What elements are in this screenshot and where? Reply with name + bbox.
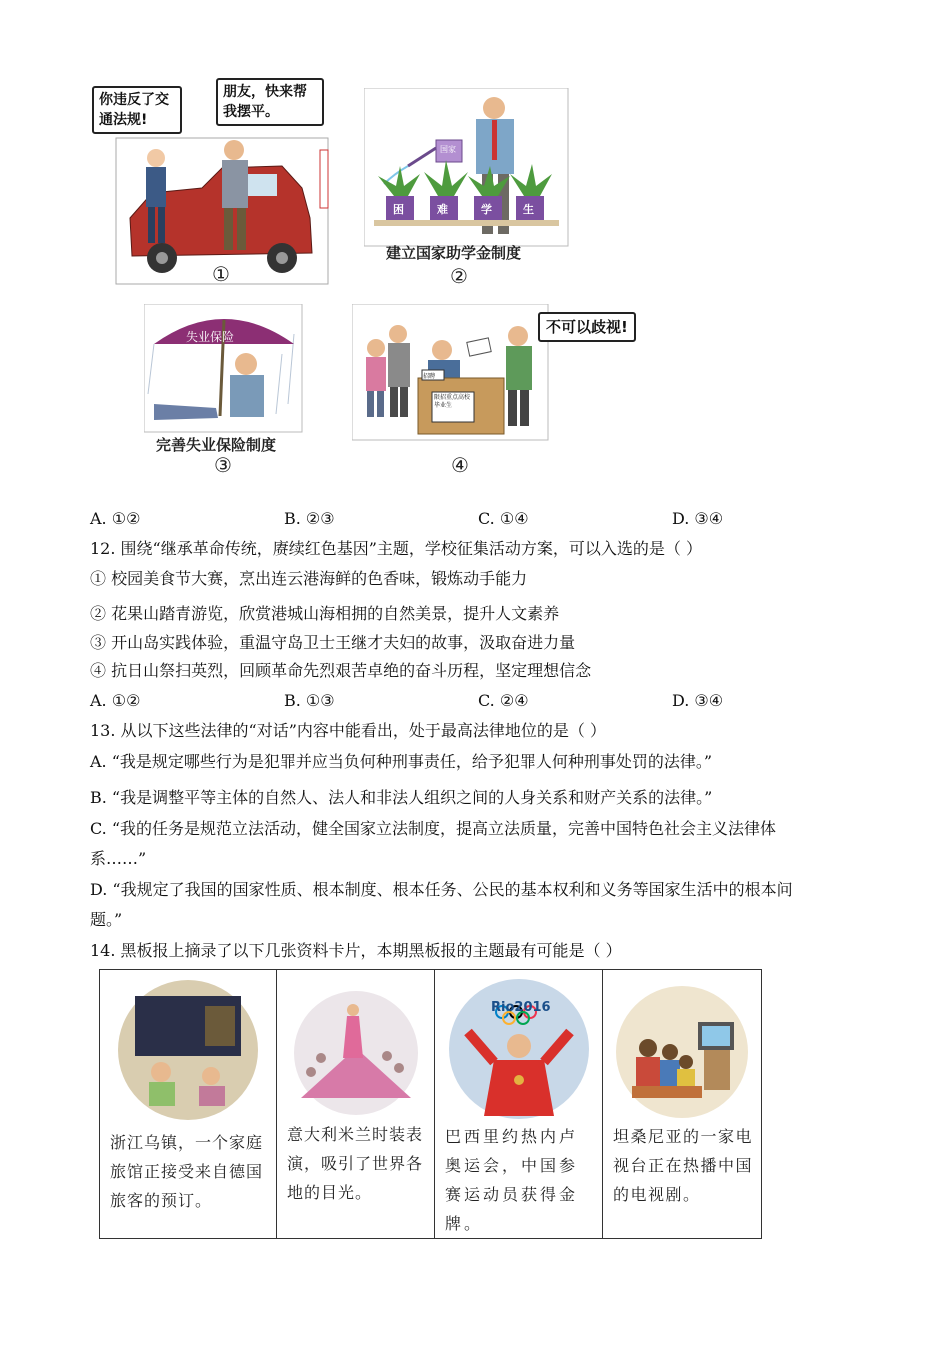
speech-bubble-driver: 朋友，快来帮我摆平。 <box>216 78 324 126</box>
rio-2016-logo: Rio2016 <box>491 1000 551 1015</box>
card-milan <box>277 970 435 1239</box>
card-rio-text: 巴西里约热内卢奥运会，中国参赛运动员获得金牌。 <box>445 1127 579 1233</box>
fashion-show-image <box>291 988 421 1118</box>
speech-bubble-no-discrimination: 不可以歧视! <box>538 312 636 342</box>
q12-item-2: ② 花果山踏青游览，欣赏港城山海相拥的自然美景，提升人文素养 <box>90 604 560 623</box>
q12-item-3: ③ 开山岛实践体验，重温守岛卫士王继才夫妇的故事，汲取奋进力量 <box>90 633 576 652</box>
q13-option-b[interactable]: B. “我是调整平等主体的自然人、法人和非法人组织之间的人身关系和财产关系的法律。” <box>90 788 713 807</box>
card-tanzania-text: 坦桑尼亚的一家电视台正在热播中国的电视剧。 <box>613 1127 754 1204</box>
q12-option-a[interactable]: A. ①② <box>90 691 141 710</box>
desk-notice: 限招重点高校毕业生 <box>434 394 471 409</box>
q12-stem: 12. 围绕“继承革命传统，赓续红色基因”主题，学校征集活动方案，可以入选的是（ ） <box>90 539 702 558</box>
q13-option-c[interactable]: C. “我的任务是规范立法活动，健全国家立法制度，提高立法质量，完善中国特色社会主义法律体 <box>90 819 777 838</box>
figure-3-number: ③ <box>214 453 232 477</box>
card-tanzania <box>603 970 762 1239</box>
tv-drama-image <box>612 982 752 1122</box>
figure-2-number: ② <box>450 264 468 288</box>
umbrella-label: 失业保险 <box>186 330 235 344</box>
card-wuzhen <box>100 970 277 1239</box>
watering-plants-illustration <box>364 88 570 248</box>
card-milan-text: 意大利米兰时装表演，吸引了世界各地的目光。 <box>287 1125 424 1202</box>
olympic-athlete-image <box>444 976 594 1122</box>
q13-option-d-cont: 题。” <box>90 910 123 929</box>
q12-item-4: ④ 抗日山祭扫英烈，回顾革命先烈艰苦卓绝的奋斗历程，坚定理想信念 <box>90 661 592 680</box>
figure-2-grant <box>364 88 570 268</box>
q13-stem: 13. 从以下这些法律的“对话”内容中能看出，处于最高法律地位的是（ ） <box>90 721 606 740</box>
q12-item-1: ① 校园美食节大赛，烹出连云港海鲜的色香味，锻炼动手能力 <box>90 569 528 588</box>
q13-option-a[interactable]: A. “我是规定哪些行为是犯罪并应当负何种刑事责任，给予犯罪人何种刑事处罚的法律。” <box>90 752 713 771</box>
pot-label-3: 学 <box>481 203 492 216</box>
pot-label-1: 困 <box>393 203 404 216</box>
q12-option-c[interactable]: C. ②④ <box>478 691 529 710</box>
q11-option-b[interactable]: B. ②③ <box>284 509 335 528</box>
figure-4-number: ④ <box>451 453 469 477</box>
q11-option-a[interactable]: A. ①② <box>90 509 141 528</box>
q12-option-b[interactable]: B. ①③ <box>284 691 335 710</box>
figure-3-unemployment <box>144 304 304 456</box>
figure-1-traffic <box>92 78 330 286</box>
card-wuzhen-text: 浙江乌镇，一个家庭旅馆正接受来自德国旅客的预订。 <box>110 1133 264 1210</box>
figure-4-discrimination <box>352 304 642 442</box>
q13-option-d[interactable]: D. “我规定了我国的国家性质、根本制度、根本任务、公民的基本权利和义务等国家生活中的根本问 <box>90 880 793 899</box>
can-label: 国家 <box>440 145 456 154</box>
umbrella-illustration <box>144 304 304 434</box>
hotel-booking-image <box>105 976 271 1122</box>
q14-card-table <box>99 969 762 1239</box>
q12-option-d[interactable]: D. ③④ <box>672 691 724 710</box>
q11-option-d[interactable]: D. ③④ <box>672 509 724 528</box>
figure-2-caption: 建立国家助学金制度 <box>386 244 522 262</box>
q13-option-c-cont: 系……” <box>90 849 147 868</box>
pot-label-4: 生 <box>523 203 534 216</box>
figure-1-number: ① <box>212 262 230 286</box>
figure-3-caption: 完善失业保险制度 <box>156 436 277 454</box>
speech-bubble-police: 你违反了交通法规! <box>92 86 182 134</box>
q14-stem: 14. 黑板报上摘录了以下几张资料卡片，本期黑板报的主题最有可能是（ ） <box>90 941 622 960</box>
q11-option-c[interactable]: C. ①④ <box>478 509 529 528</box>
pot-label-2: 难 <box>437 203 448 216</box>
desk-sign: 招聘 <box>423 373 436 380</box>
